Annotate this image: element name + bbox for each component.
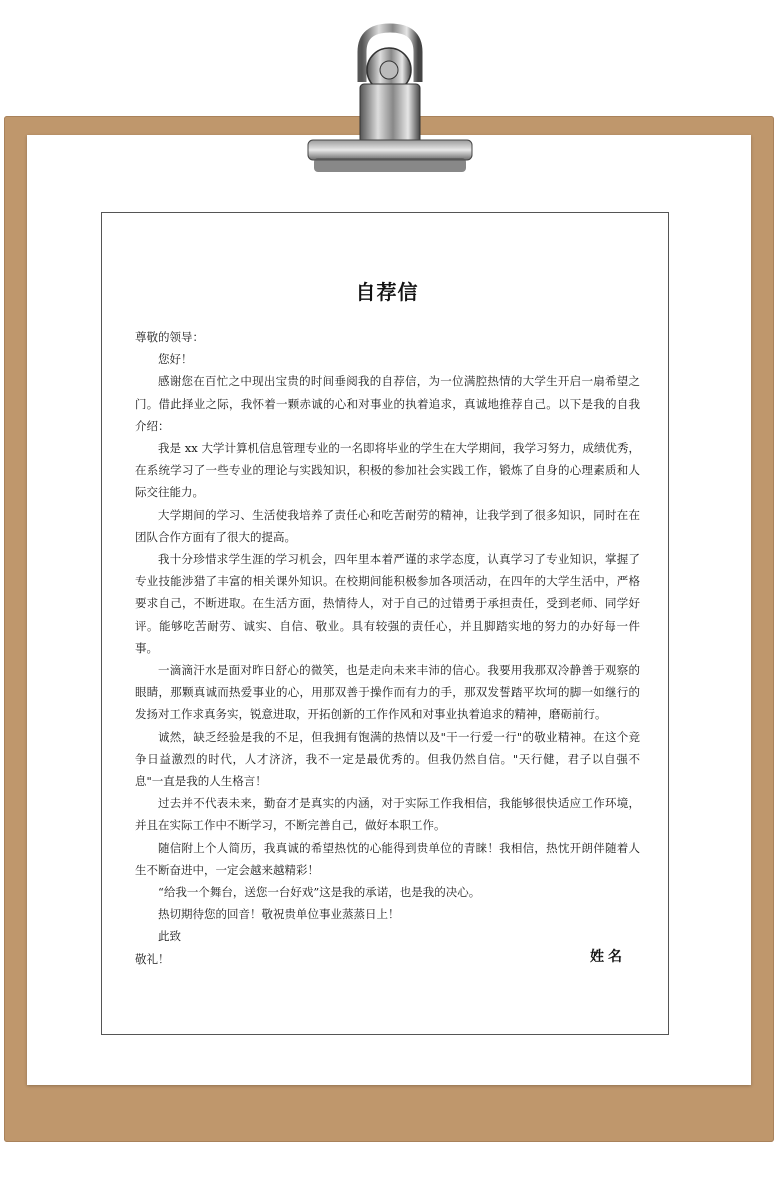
paragraph: 大学期间的学习、生活使我培养了责任心和吃苦耐劳的精神，让我学到了很多知识，同时在在团队合作方面有了很大的提高。	[135, 507, 640, 544]
closing-line: 此致	[158, 929, 181, 944]
closing-regards: 敬礼！	[135, 951, 170, 966]
greeting: 您好！	[158, 352, 193, 367]
paragraph: 我是 xx 大学计算机信息管理专业的一名即将毕业的学生在大学期间，我学习努力，成绩优秀，在系统学习了一些专业的理论与实践知识，积极的参加社会实践工作，锻炼了自身的心理素质和人际交往能力。	[135, 441, 640, 500]
paragraph: 过去并不代表未来，勤奋才是真实的内涵，对于实际工作我相信，我能够很快适应工作环境，并且在实际工作中不断学习，不断完善自己，做好本职工作。	[135, 796, 640, 833]
paragraph: 我十分珍惜求学生涯的学习机会，四年里本着严谨的求学态度，认真学习了专业知识，掌握了专业技能涉猎了丰富的相关课外知识。在校期间能积极参加各项活动，在四年的大学生活中，严格要求自己，不断进取。在生活方面，热情待人，对于自己的过错勇于承担责任，受到老师、同学好评。能够吃苦耐劳、诚实、自信、敬业。具有较强的责任心，并且脚踏实地的努力的办好每一件事。	[135, 552, 640, 655]
letter-title: 自荐信	[355, 280, 419, 304]
paragraph: 感谢您在百忙之中现出宝贵的时间垂阅我的自荐信，为一位满腔热情的大学生开启一扇希望之门。借此择业之际，我怀着一颗赤诚的心和对事业的执着追求，真诚地推荐自己。以下是我的自我介绍：	[135, 374, 640, 433]
salutation: 尊敬的领导：	[135, 330, 204, 344]
signature-name: 姓名	[590, 949, 626, 965]
paragraph: 热切期待您的回音！敬祝贵单位事业蒸蒸日上！	[158, 907, 400, 922]
paragraph: “给我一个舞台，送您一台好戏”这是我的承诺，也是我的决心。	[158, 885, 481, 900]
paragraph: 随信附上个人简历，我真诚的希望热忱的心能得到贵单位的青睐！我相信，热忱开朗伴随着人生不断奋进中，一定会越来越精彩！	[135, 840, 640, 877]
paragraph: 诚然，缺乏经验是我的不足，但我拥有饱满的热情以及"干一行爱一行"的敬业精神。在这个竞争日益激烈的时代，人才济济，我不一定是最优秀的。但我仍然自信。"天行健，君子以自强不息"一直是我的人生格言！	[135, 729, 640, 789]
binder-clip-icon	[300, 22, 480, 182]
paragraph: 一滴滴汗水是面对昨日舒心的微笑，也是走向未来丰沛的信心。我要用我那双冷静善于观察的眼睛，那颗真诚而热爱事业的心，用那双善于操作而有力的手，那双发誓踏平坎坷的脚一如继行的发扬对工作求真务实，锐意进取，开拓创新的工作作风和对事业执着追求的精神，磨砺前行。	[135, 663, 640, 722]
letter-body	[135, 326, 640, 970]
